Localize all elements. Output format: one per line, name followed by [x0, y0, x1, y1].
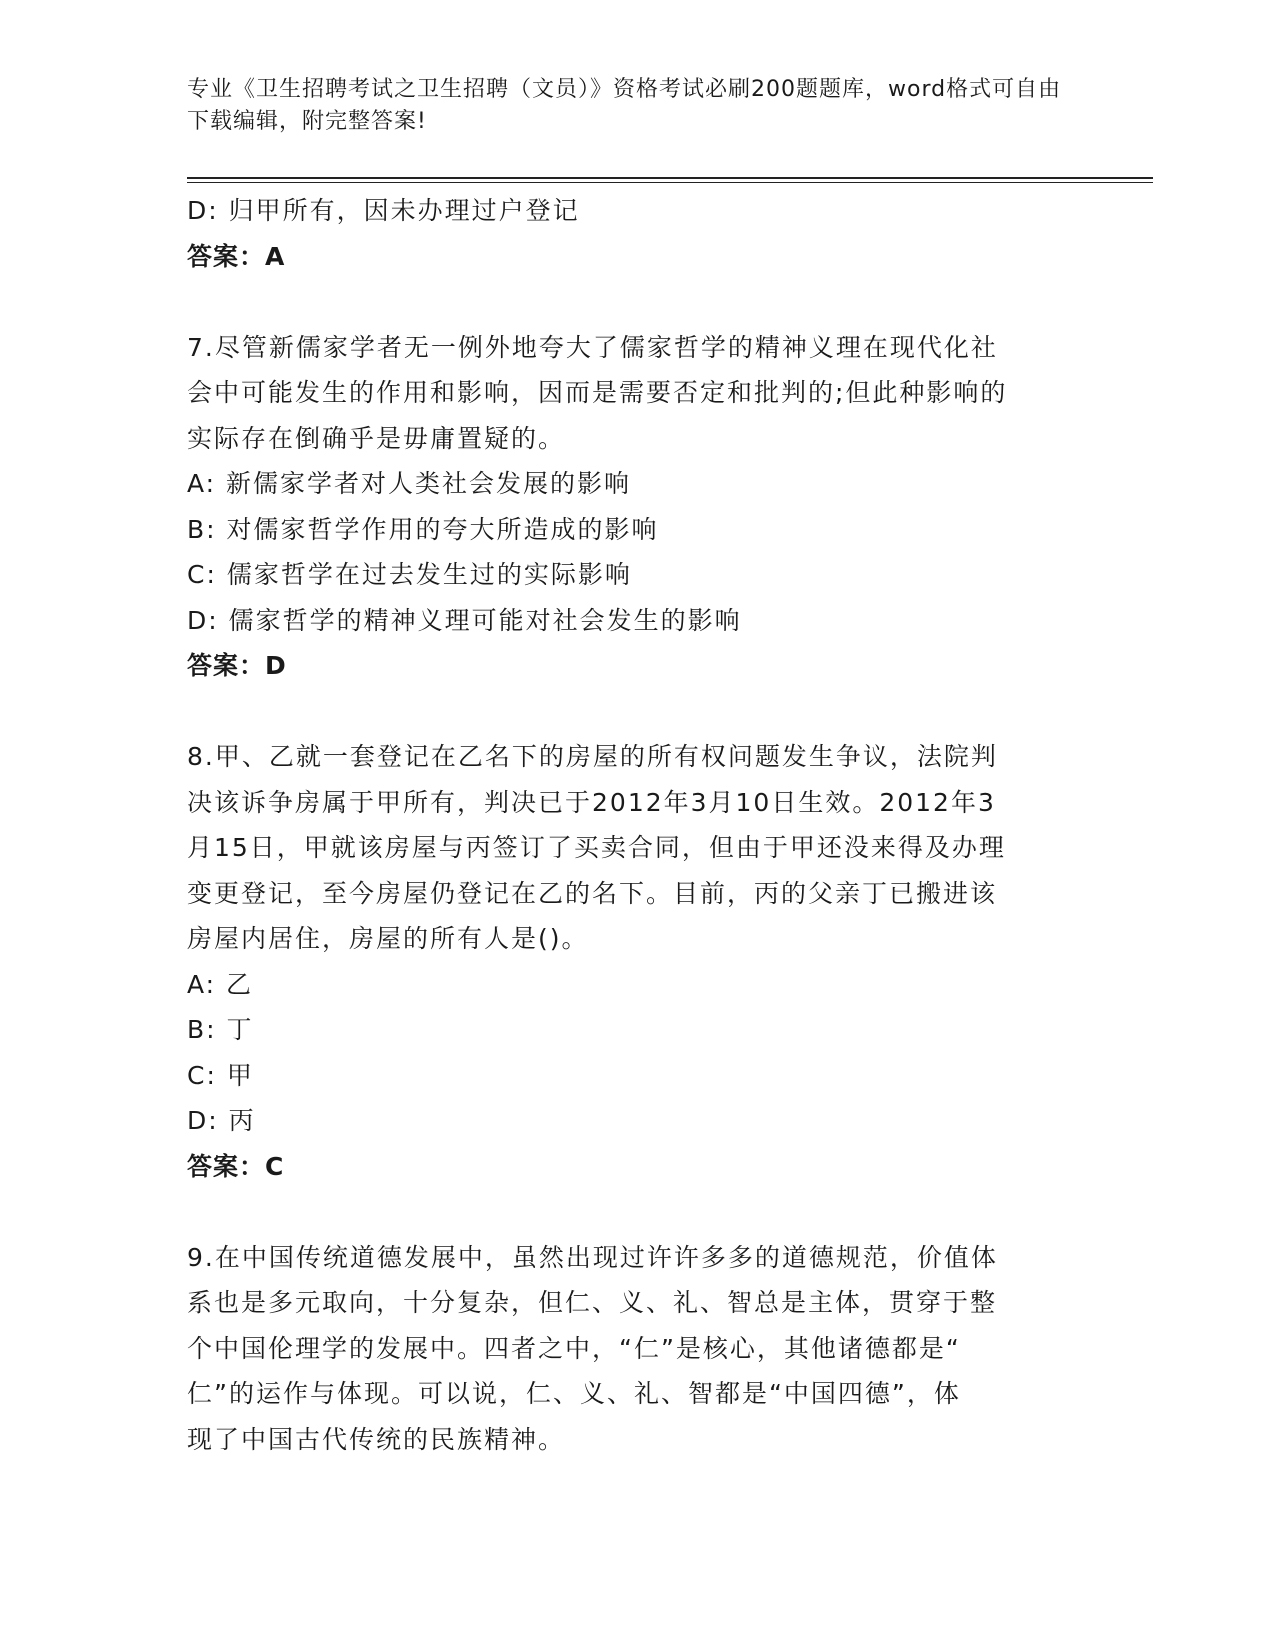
question-stem-line: 现了中国古代传统的民族精神。 [187, 1424, 566, 1454]
document-body [187, 188, 1087, 1462]
question-9 [187, 1235, 1087, 1463]
question-stem-line: 个中国伦理学的发展中。四者之中，“仁”是核心，其他诸德都是“ [187, 1333, 961, 1363]
page-header [187, 74, 1067, 138]
question-stem-line: 9.在中国传统道德发展中，虽然出现过许许多多的道德规范，价值体 [187, 1242, 998, 1272]
option-c: C: 甲 [187, 1060, 254, 1090]
question-8 [187, 734, 1087, 1189]
answer-line: 答案：D [187, 651, 287, 680]
option-d: D: 儒家哲学的精神义理可能对社会发生的影响 [187, 605, 742, 635]
option-a: A: 乙 [187, 969, 254, 999]
question-stem-line: 决该诉争房属于甲所有，判决已于2012年3月10日生效。2012年3 [187, 787, 996, 817]
option-line: D: 归甲所有，因未办理过户登记 [187, 196, 580, 225]
spacer [187, 689, 1087, 735]
question-stem-line: 7.尽管新儒家学者无一例外地夸大了儒家哲学的精神义理在现代化社 [187, 332, 998, 362]
option-b: B: 对儒家哲学作用的夸大所造成的影响 [187, 514, 659, 544]
question-stem-line: 仁”的运作与体现。可以说，仁、义、礼、智都是“中国四德”，体 [187, 1379, 961, 1408]
question-stem-line: 变更登记，至今房屋仍登记在乙的名下。目前，丙的父亲丁已搬进该 [187, 878, 998, 908]
option-c: C: 儒家哲学在过去发生过的实际影响 [187, 560, 632, 589]
header-divider [187, 177, 1153, 183]
question-stem-line: 月15日，甲就该房屋与丙签订了买卖合同，但由于甲还没来得及办理 [187, 833, 1006, 862]
option-b: B: 丁 [187, 1015, 254, 1044]
question-tail [187, 188, 1087, 279]
spacer [187, 1189, 1087, 1235]
question-7 [187, 325, 1087, 689]
answer-line: 答案：A [187, 241, 286, 271]
option-a: A: 新儒家学者对人类社会发展的影响 [187, 469, 632, 498]
spacer [187, 279, 1087, 325]
header-text: 专业《卫生招聘考试之卫生招聘（文员）》资格考试必刷200题题库，word格式可自由下载编辑，附完整答案! [187, 77, 1062, 134]
question-stem-line: 房屋内居住，房屋的所有人是()。 [187, 924, 589, 953]
question-stem-line: 会中可能发生的作用和影响，因而是需要否定和批判的;但此种影响的 [187, 378, 1008, 407]
question-stem-line: 8.甲、乙就一套登记在乙名下的房屋的所有权问题发生争议，法院判 [187, 742, 998, 771]
answer-line: 答案：C [187, 1151, 285, 1181]
question-stem-line: 实际存在倒确乎是毋庸置疑的。 [187, 423, 566, 453]
question-stem-line: 系也是多元取向，十分复杂，但仁、义、礼、智总是主体，贯穿于整 [187, 1288, 998, 1317]
option-d: D: 丙 [187, 1106, 256, 1135]
